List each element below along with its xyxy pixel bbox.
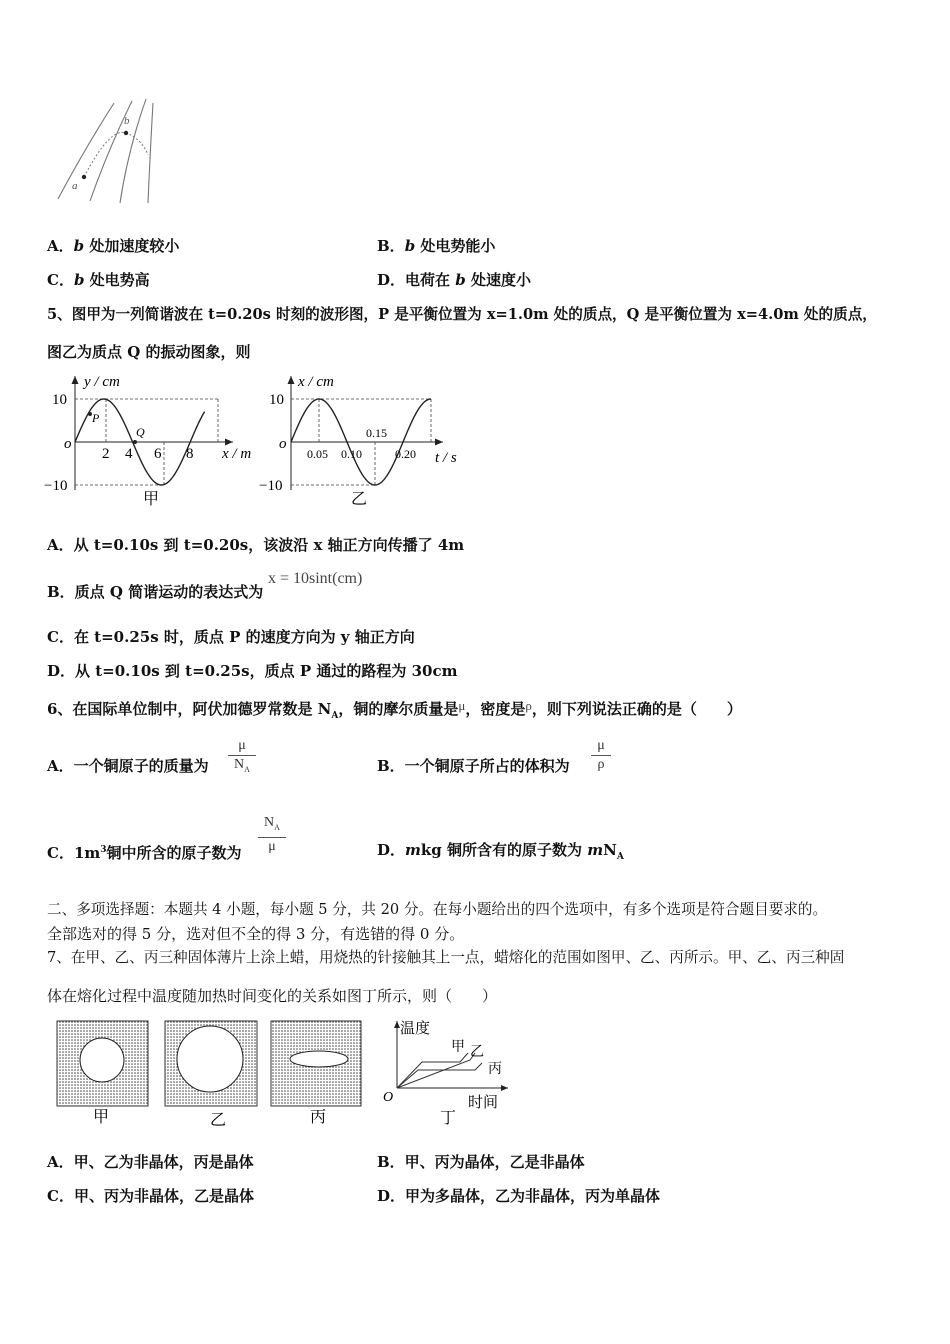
point-q-label: Q xyxy=(136,425,145,439)
jia-xlabel: x / m xyxy=(222,446,252,462)
q7-option-a[interactable]: A．甲、乙为非晶体，丙是晶体 xyxy=(47,1153,254,1171)
q6-a-fraction: μ $N_A$ xyxy=(228,738,256,778)
field-line-figure xyxy=(50,95,160,205)
point-p-label: P xyxy=(92,411,100,425)
point-q xyxy=(133,440,137,444)
ding-origin: O xyxy=(383,1090,394,1105)
melt-region-bing xyxy=(290,1051,348,1067)
wax-melting-figures xyxy=(50,1015,520,1130)
q7-stem-line1: 7、在甲、乙、丙三种固体薄片上涂上蜡，用烧热的针接触其上一点，蜡熔化的范围如图甲、乙、丙所示。甲、乙、丙三种固 xyxy=(47,949,845,966)
q7-stem-line2: 体在熔化过程中温度随加热时间变化的关系如图丁所示，则（ ） xyxy=(47,987,498,1005)
ding-ylabel: 温度 xyxy=(400,1021,431,1037)
yi-xlabel: t / s xyxy=(435,450,457,466)
caption-ding: 丁 xyxy=(440,1110,457,1127)
q7-option-b[interactable]: B．甲、丙为晶体，乙是非晶体 xyxy=(377,1153,585,1171)
q5-option-b[interactable]: B．质点 Q 简谐运动的表达式为 x = 10sint(cm) xyxy=(47,570,363,601)
q7-option-d[interactable]: D．甲为多晶体，乙为非晶体，丙为单晶体 xyxy=(377,1187,661,1205)
q7-option-c[interactable]: C．甲、丙为非晶体，乙是晶体 xyxy=(47,1187,254,1205)
q5-stem-line2: 图乙为质点 Q 的振动图象，则 xyxy=(47,343,251,361)
caption-yi: 乙 xyxy=(210,1112,227,1129)
yi-ylabel: x / cm xyxy=(298,374,334,390)
q5-stem-line1: 5、图甲为一列简谐波在 t=0.20s 时刻的波形图，P 是平衡位置为 x=1.0m 处的质点，Q 是平衡位置为 x=4.0m 处的质点， xyxy=(47,306,877,323)
q6-b-fraction: μ ρ xyxy=(591,738,611,773)
q6-stem: 6、在国际单位制中，阿伏加德罗常数是 $N_A$，铜的摩尔质量是μ，密度是ρ，则下列说法正确的是（ ） xyxy=(47,698,742,721)
yi-origin: o xyxy=(279,436,287,452)
wave-graph-jia xyxy=(40,372,265,512)
jia-caption: 甲 xyxy=(143,491,160,508)
q4-option-b[interactable]: B．b 处电势能小 xyxy=(377,237,496,255)
q6-option-d[interactable]: D．mkg 铜所含有的原子数为 $mN_A$ xyxy=(377,841,624,862)
point-b-label: b xyxy=(124,115,130,127)
section2-line1: 二、多项选择题：本题共 4 小题，每小题 5 分，共 20 分。在每小题给出的四个选项中，有多个选项是符合题目要求的。 xyxy=(47,901,828,918)
jia-ylabel: y / cm xyxy=(84,374,120,390)
q4-option-c[interactable]: C．b 处电势高 xyxy=(47,271,150,289)
melt-region-yi xyxy=(177,1026,243,1092)
section2-line2: 全部选对的得 5 分，选对但不全的得 3 分，有选错的得 0 分。 xyxy=(47,925,465,943)
vibration-graph-yi xyxy=(255,372,470,512)
yi-x-tick: 0.05 xyxy=(307,447,328,461)
q5-option-a[interactable]: A．从 t=0.10s 到 t=0.20s，该波沿 x 轴正方向传播了 4m xyxy=(47,536,465,554)
q6-option-b[interactable]: B．一个铜原子所占的体积为 xyxy=(377,757,570,775)
yi-y-top: 10 xyxy=(269,392,284,408)
point-a-label: a xyxy=(72,180,78,192)
ding-curve-label: 甲 xyxy=(451,1040,465,1055)
q6-option-a[interactable]: A．一个铜原子的质量为 xyxy=(47,757,209,775)
q5-option-d[interactable]: D．从 t=0.10s 到 t=0.25s，质点 P 通过的路程为 30cm xyxy=(47,662,458,680)
jia-y-bottom: −10 xyxy=(44,478,68,494)
jia-x-tick: 4 xyxy=(125,446,133,462)
q6-option-c[interactable]: C．$1m^3$铜中所含的原子数为 xyxy=(47,844,242,862)
jia-origin: o xyxy=(64,436,72,452)
q4-option-d[interactable]: D．电荷在 b 处速度小 xyxy=(377,271,531,289)
q5-option-c[interactable]: C．在 t=0.25s 时，质点 P 的速度方向为 y 轴正方向 xyxy=(47,628,415,646)
yi-caption: 乙 xyxy=(351,491,368,508)
curve-bing xyxy=(397,1063,482,1088)
q6-c-fraction: $N_A$ μ xyxy=(258,815,286,855)
ding-curve-label: 丙 xyxy=(488,1062,502,1077)
yi-x-tick: 0.15 xyxy=(366,426,387,440)
yi-x-tick: 0.10 xyxy=(341,447,362,461)
jia-x-tick: 2 xyxy=(102,446,110,462)
jia-x-tick: 6 xyxy=(154,446,162,462)
q4-option-a[interactable]: A．b 处加速度较小 xyxy=(47,237,180,255)
melt-region-jia xyxy=(80,1038,124,1082)
yi-y-bottom: −10 xyxy=(259,478,283,494)
jia-y-top: 10 xyxy=(52,392,67,408)
caption-bing: 丙 xyxy=(310,1109,327,1126)
yi-x-tick: 0.20 xyxy=(395,447,416,461)
ding-xlabel: 时间 xyxy=(468,1095,499,1111)
jia-x-tick: 8 xyxy=(186,446,194,462)
ding-curve-label: 乙 xyxy=(470,1045,484,1060)
caption-jia: 甲 xyxy=(93,1109,110,1126)
